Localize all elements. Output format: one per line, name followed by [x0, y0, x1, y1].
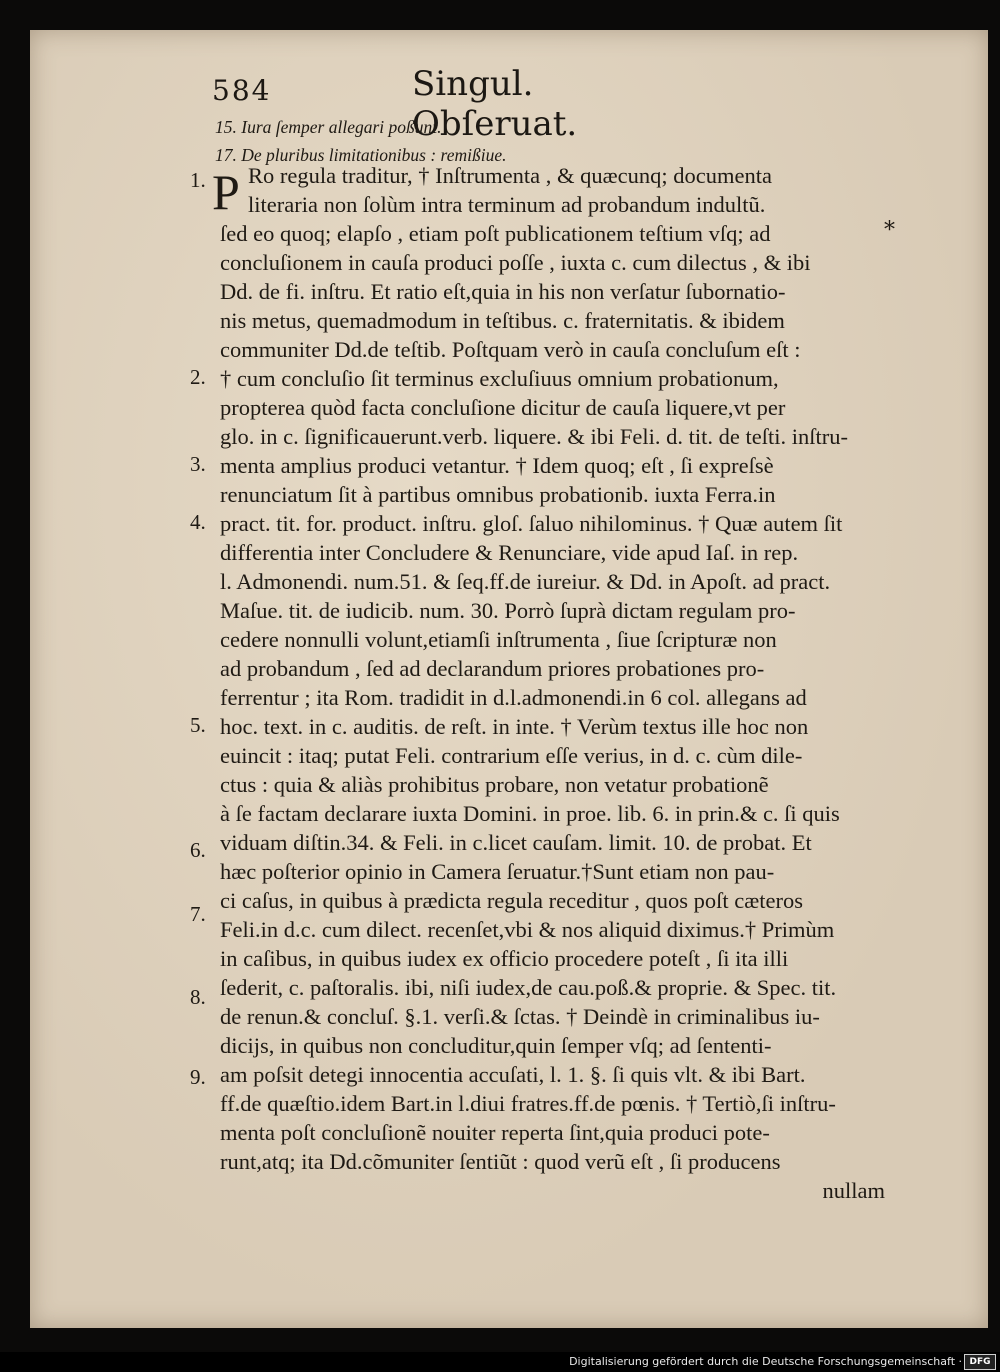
text-line: am poſsit detegi innocentia accuſati, l. 1. §. ſi quis vlt. & ibi Bart.: [220, 1062, 806, 1087]
text-line: runt,atq; ita Dd.cõmuniter ſentiũt : quod verũ eſt , ſi producens: [220, 1149, 781, 1174]
margin-mark: *: [884, 218, 895, 243]
text-line: nis metus, quemadmodum in teſtibus. c. fraternitatis. & ibidem: [220, 308, 785, 333]
text-line: dicijs, in quibus non concluditur,quin ſemper vſq; ad ſententi-: [220, 1033, 772, 1058]
text-line: cedere nonnulli volunt,etiamſi inſtrumenta , ſiue ſcripturæ non: [220, 627, 777, 652]
running-title: Singul. Obſeruat.: [412, 64, 578, 144]
text-line: ctus : quia & aliàs prohibitus probare, non vetatur probationẽ: [220, 772, 769, 797]
text-line: nullam: [822, 1178, 885, 1203]
text-line: ſederit, c. paſtoralis. ibi, niſi iudex,de cau.poß.& proprie. & Spec. tit.: [220, 975, 837, 1000]
text-line: de renun.& concluſ. §.1. verſi.& ſctas. † Deindè in criminalibus iu-: [220, 1004, 820, 1029]
text-line: glo. in c. ſignificauerunt.verb. liquere. & ibi Feli. d. tit. de teſti. inſtru-: [220, 424, 848, 449]
text-line: ferrentur ; ita Rom. tradidit in d.l.admonendi.in 6 col. allegans ad: [220, 685, 807, 710]
text-line: Feli.in d.c. cum dilect. recenſet,vbi & nos aliquid diximus.† Primùm: [220, 917, 835, 942]
text-line: † cum concluſio ſit terminus excluſiuus omnium probationum,: [220, 366, 779, 391]
text-line: renunciatum ſit à partibus omnibus probationib. iuxta Ferra.in: [220, 482, 776, 507]
footer-credit: Digitalisierung gefördert durch die Deutsche Forschungsgemeinschaft ·: [569, 1355, 962, 1368]
text-line: ff.de quæſtio.idem Bart.in l.diui fratres.ff.de pœnis. † Tertiò,ſi inſtru-: [220, 1091, 836, 1116]
text-line: hæc poſterior opinio in Camera ſeruatur.†Sunt etiam non pau-: [220, 859, 775, 884]
text-line: pract. tit. for. product. inſtru. gloſ. ſaluo nihilominus. † Quæ autem ſit: [220, 511, 843, 536]
text-line: differentia inter Concludere & Renunciare, vide apud Iaſ. in rep.: [220, 540, 799, 565]
text-line: menta poſt concluſionẽ nouiter reperta ſint,quia produci pote-: [220, 1120, 770, 1145]
margin-number: 4.: [190, 510, 206, 534]
text-line: concluſionem in cauſa produci poſſe , iuxta c. cum dilectus , & ibi: [220, 250, 811, 275]
dfg-logo-icon: DFG: [964, 1354, 996, 1370]
margin-number: 6.: [190, 838, 206, 862]
text-line: ſed eo quoq; elapſo , etiam poſt publicationem teſtium vſq; ad: [220, 221, 771, 246]
text-line: Maſue. tit. de iudicib. num. 30. Porrò ſuprà dictam regulam pro-: [220, 598, 796, 623]
margin-number: 7.: [190, 902, 206, 926]
margin-number: 9.: [190, 1065, 206, 1089]
contents-line: 15. Iura ſemper allegari poßunt.: [215, 117, 442, 137]
contents-line: 17. De pluribus limitationibus : remißiue.: [215, 145, 507, 165]
text-line: in caſibus, in quibus iudex ex officio procedere poteſt , ſi ita illi: [220, 946, 789, 971]
text-line: literaria non ſolùm intra terminum ad probandum indultũ.: [248, 192, 766, 217]
footer-bar: [0, 1352, 1000, 1372]
margin-number: 5.: [190, 713, 206, 737]
margin-number: 3.: [190, 452, 206, 476]
text-line: propterea quòd facta concluſione dicitur de cauſa liquere,vt per: [220, 395, 786, 420]
margin-number: 8.: [190, 985, 206, 1009]
text-line: viduam diſtin.34. & Feli. in c.licet cauſam. limit. 10. de probat. Et: [220, 830, 812, 855]
text-line: Ro regula traditur, † Inſtrumenta , & quæcunq; documenta: [248, 163, 772, 188]
text-line: communiter Dd.de teſtib. Poſtquam verò in cauſa concluſum eſt :: [220, 337, 801, 362]
text-line: ad probandum , ſed ad declarandum priores probationes pro-: [220, 656, 765, 681]
text-line: euincit : itaq; putat Feli. contrarium eſſe verius, in d. c. cùm dile-: [220, 743, 803, 768]
text-line: ci caſus, in quibus à prædicta regula receditur , quos poſt cæteros: [220, 888, 803, 913]
margin-number: 2.: [190, 365, 206, 389]
text-line: hoc. text. in c. auditis. de reſt. in inte. † Verùm textus ille hoc non: [220, 714, 809, 739]
decorated-initial: P: [212, 164, 240, 220]
page-number: 584: [212, 74, 272, 107]
text-line: menta amplius produci vetantur. † Idem quoq; eſt , ſi expreſsè: [220, 453, 774, 478]
text-line: Dd. de fi. inſtru. Et ratio eſt,quia in his non verſatur ſubornatio-: [220, 279, 786, 304]
text-line: à ſe factam declarare iuxta Domini. in proe. lib. 6. in prin.& c. ſi quis: [220, 801, 840, 826]
margin-number: 1.: [190, 168, 206, 192]
text-line: l. Admonendi. num.51. & ſeq.ff.de iureiur. & Dd. in Apoſt. ad pract.: [220, 569, 831, 594]
